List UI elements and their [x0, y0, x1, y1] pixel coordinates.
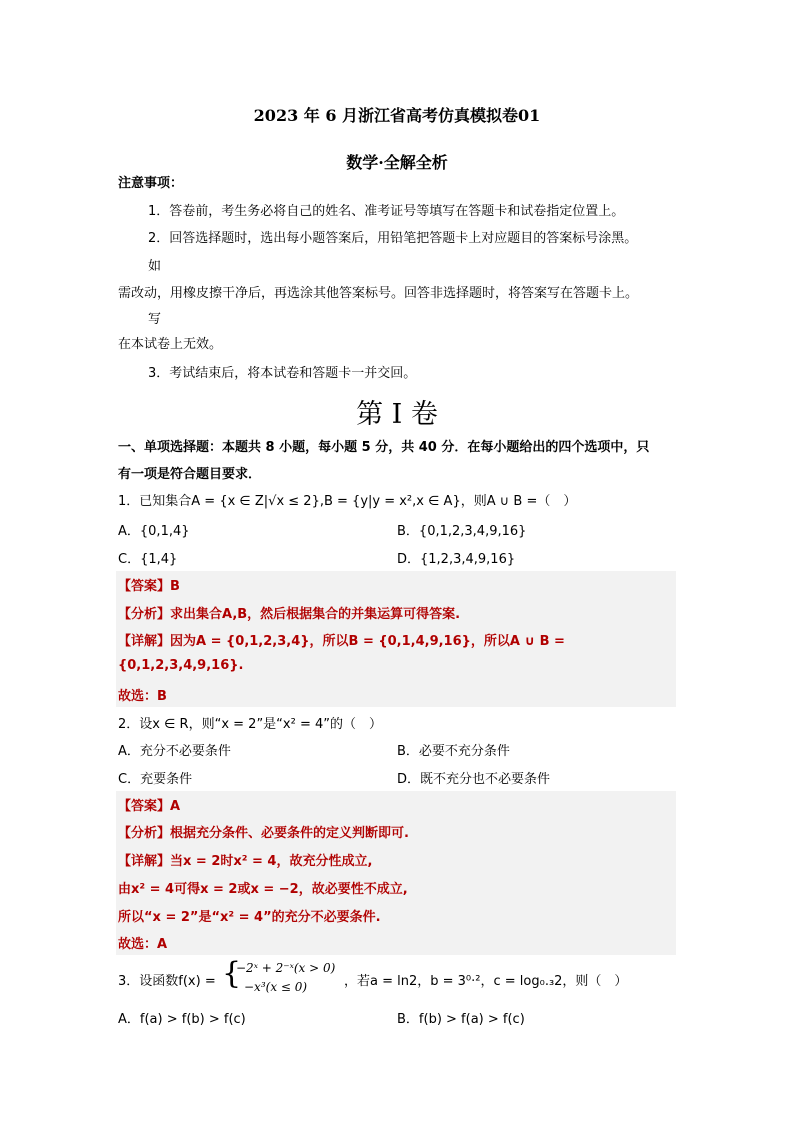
q2-answer [118, 795, 180, 814]
q2-option-c: C．充要条件 [118, 772, 193, 787]
q2-detail-text-2: 由x² = 4可得x = 2或x = −2，故必要性不成立, [118, 882, 408, 897]
q2-choose: 故选：A [118, 937, 168, 952]
q2-analysis-text: 根据充分条件、必要条件的定义判断即可. [170, 826, 409, 841]
q2-option-d: D．既不充分也不必要条件 [397, 772, 551, 787]
note-2c: 需改动，用橡皮擦干净后，再选涂其他答案标号。回答非选择题时，将答案写在答题卡上。 [118, 286, 639, 301]
q3-option-b: B．f(b) > f(a) > f(c) [397, 1012, 525, 1027]
q2-analysis-tag: 【分析】 [118, 826, 171, 841]
q1-detail-text-2: {0,1,2,3,4,9,16}. [118, 658, 244, 673]
q1-detail-text-1: 因为A = {0,1,2,3,4}，所以B = {0,1,4,9,16}，所以A ∪ B = [170, 634, 565, 649]
q1-option-b: B．{0,1,2,3,4,9,16} [397, 524, 527, 539]
q2-option-b: B．必要不充分条件 [397, 744, 510, 759]
q3-stem-pre: 3．设函数f(x) = [118, 974, 216, 989]
section-1-line-2: 有一项是符合题目要求． [118, 467, 262, 482]
q2-option-a: A．充分不必要条件 [118, 744, 231, 759]
page-title: 2023 年 6 月浙江省高考仿真模拟卷01 [253, 106, 541, 125]
q2-detail [118, 850, 372, 869]
q1-analysis [118, 603, 460, 622]
part-heading: 第 I 卷 [356, 399, 438, 430]
q1-option-a: A．{0,1,4} [118, 524, 190, 539]
q3-brace: { [222, 956, 242, 991]
notes-heading: 注意事项： [118, 176, 184, 191]
note-2b: 如 [148, 259, 162, 274]
q2-detail-text-3: 所以“x = 2”是“x² = 4”的充分不必要条件. [118, 910, 381, 925]
q1-answer-tag: 【答案】 [118, 579, 171, 594]
note-2d: 写 [148, 312, 162, 327]
q2-answer-value: A [170, 799, 181, 814]
q2-solution-box [116, 791, 676, 955]
q1-analysis-text: 求出集合A,B，然后根据集合的并集运算可得答案. [170, 607, 461, 622]
q2-analysis [118, 822, 409, 841]
page-subtitle: 数学·全解全析 [346, 153, 448, 172]
q1-option-c: C．{1,4} [118, 552, 178, 567]
q1-answer-value: B [170, 579, 180, 594]
q1-choose: 故选：B [118, 689, 167, 704]
q1-answer [118, 575, 180, 594]
note-2e: 在本试卷上无效。 [118, 337, 223, 352]
q1-stem: 1．已知集合A = {x ∈ Z|√x ≤ 2},B = {y|y = x²,x ∈ A}，则A ∪ B =（ ） [118, 494, 577, 509]
note-1: 1．答卷前，考生务必将自己的姓名、准考证号等填写在答题卡和试卷指定位置上。 [148, 204, 625, 219]
q1-detail-tag: 【详解】 [118, 634, 171, 649]
q3-stem-post: ，若a = ln2，b = 3⁰·²，c = log₀.₃2，则（ ） [344, 974, 628, 989]
note-2a: 2．回答选择题时，选出每小题答案后，用铅笔把答题卡上对应题目的答案标号涂黑。 [148, 231, 638, 246]
section-1-line-1: 一、单项选择题：本题共 8 小题，每小题 5 分，共 40 分．在每小题给出的四个选项中，只 [118, 440, 650, 455]
q3-case-2: −x³(x ≤ 0) [244, 980, 308, 994]
q3-case-1: −2ˣ + 2⁻ˣ(x > 0) [236, 961, 336, 975]
q1-option-d: D．{1,2,3,4,9,16} [397, 552, 516, 567]
q2-detail-text-1: 当x = 2时x² = 4，故充分性成立, [170, 854, 373, 869]
q2-stem: 2．设x ∈ R，则“x = 2”是“x² = 4”的（ ） [118, 717, 382, 732]
note-3: 3．考试结束后，将本试卷和答题卡一并交回。 [148, 366, 417, 381]
q1-analysis-tag: 【分析】 [118, 607, 171, 622]
q2-answer-tag: 【答案】 [118, 799, 171, 814]
q3-option-a: A．f(a) > f(b) > f(c) [118, 1012, 246, 1027]
q2-detail-tag: 【详解】 [118, 854, 171, 869]
q1-detail [118, 630, 565, 649]
